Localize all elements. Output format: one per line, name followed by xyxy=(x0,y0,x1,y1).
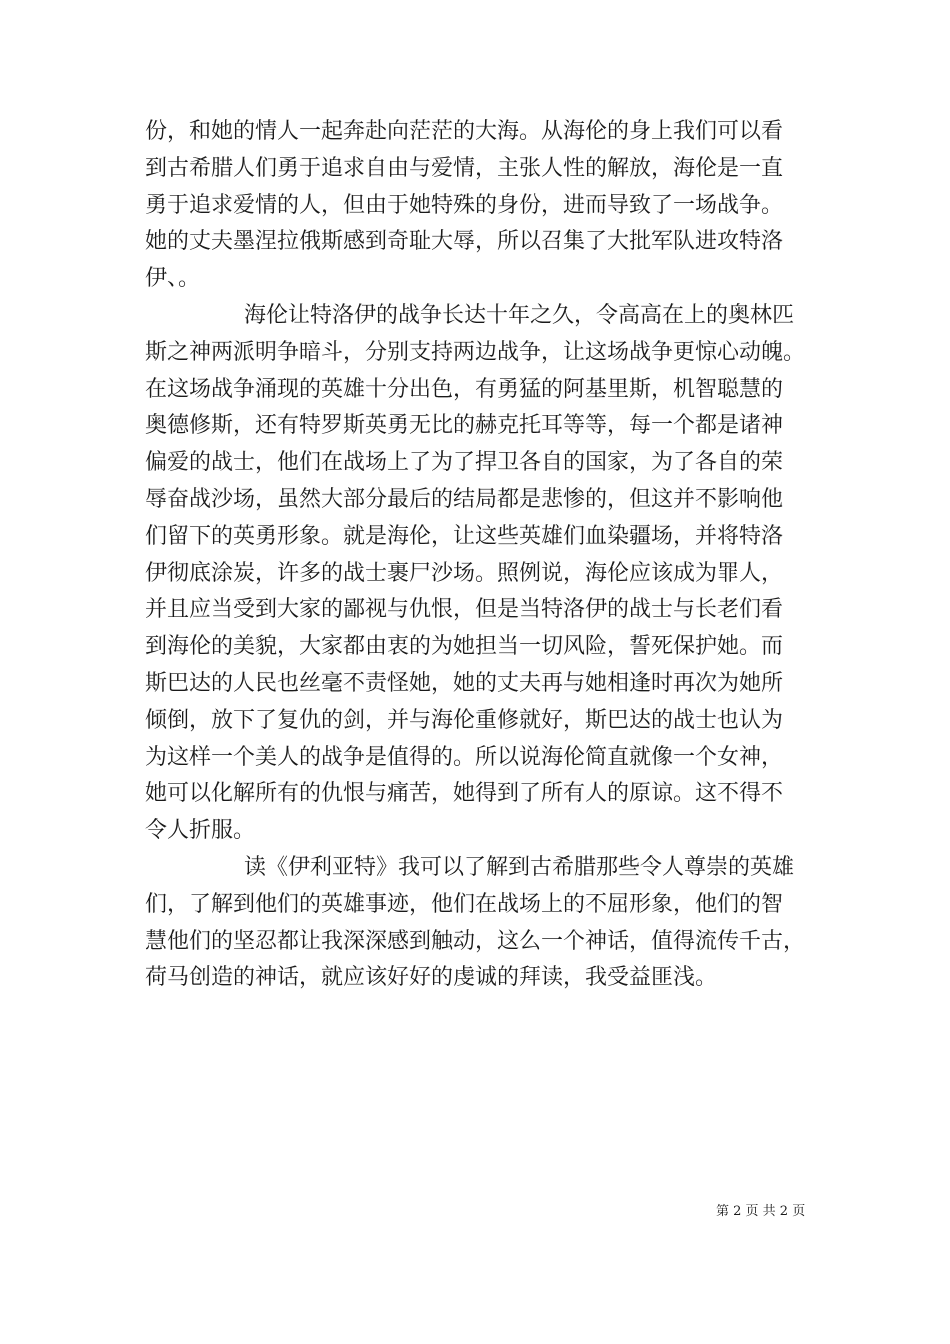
text-line: 斯巴达的人民也丝毫不责怪她，她的丈夫再与她相逢时再次为她所 xyxy=(145,670,784,696)
text-line: 为这样一个美人的战争是值得的。所以说海伦简直就像一个女神， xyxy=(145,744,784,770)
text-line: 们，了解到他们的英雄事迹，他们在战场上的不屈形象，他们的智 xyxy=(145,891,784,917)
text-line: 份，和她的情人一起奔赴向茫茫的大海。从海伦的身上我们可以看 xyxy=(145,119,784,144)
text-line: 辱奋战沙场，虽然大部分最后的结局都是悲惨的，但这并不影响他 xyxy=(145,486,784,512)
text-line: 荷马创造的神话，就应该好好的虔诚的拜读，我受益匪浅。 xyxy=(145,965,718,991)
text-line: 奥德修斯，还有特罗斯英勇无比的赫克托耳等等，每一个都是诸神 xyxy=(145,413,784,439)
text-line: 在这场战争涌现的英雄十分出色，有勇猛的阿基里斯，机智聪慧的 xyxy=(145,376,784,402)
text-line: 们留下的英勇形象。就是海伦，让这些英雄们血染疆场，并将特洛 xyxy=(145,523,784,549)
text-line: 伊彻底涂炭，许多的战士裹尸沙场。照例说，海伦应该成为罪人， xyxy=(145,560,784,586)
paragraph-first-line: 海伦让特洛伊的战争长达十年之久，令高高在上的奥林匹 xyxy=(244,302,795,328)
page-number: 第 2 页 共 2 页 xyxy=(716,1204,806,1219)
text-line: 到古希腊人们勇于追求自由与爱情，主张人性的解放，海伦是一直 xyxy=(145,155,784,181)
text-line: 到海伦的美貌，大家都由衷的为她担当一切风险，誓死保护她。而 xyxy=(145,634,784,660)
body-text xyxy=(145,114,810,997)
text-line: 勇于追求爱情的人，但由于她特殊的身份，进而导致了一场战争。 xyxy=(145,192,784,218)
text-line: 偏爱的战士，他们在战场上了为了捍卫各自的国家，为了各自的荣 xyxy=(145,450,784,476)
paragraph-first-line: 读《伊利亚特》我可以了解到古希腊那些令人尊崇的英雄 xyxy=(244,854,795,880)
text-line: 斯之神两派明争暗斗，分别支持两边战争，让这场战争更惊心动魄。 xyxy=(145,339,806,365)
text-line: 她的丈夫墨涅拉俄斯感到奇耻大辱，所以召集了大批军队进攻特洛 xyxy=(145,229,784,255)
text-line: 慧他们的坚忍都让我深深感到触动，这么一个神话，值得流传千古， xyxy=(145,928,806,954)
text-line: 她可以化解所有的仇恨与痛苦，她得到了所有人的原谅。这不得不 xyxy=(145,781,784,807)
text-line: 倾倒，放下了复仇的剑，并与海伦重修就好，斯巴达的战士也认为 xyxy=(145,707,784,733)
text-line: 并且应当受到大家的鄙视与仇恨，但是当特洛伊的战士与长老们看 xyxy=(145,597,784,623)
text-line: 令人折服。 xyxy=(145,818,256,844)
text-line: 伊、。 xyxy=(145,266,201,292)
